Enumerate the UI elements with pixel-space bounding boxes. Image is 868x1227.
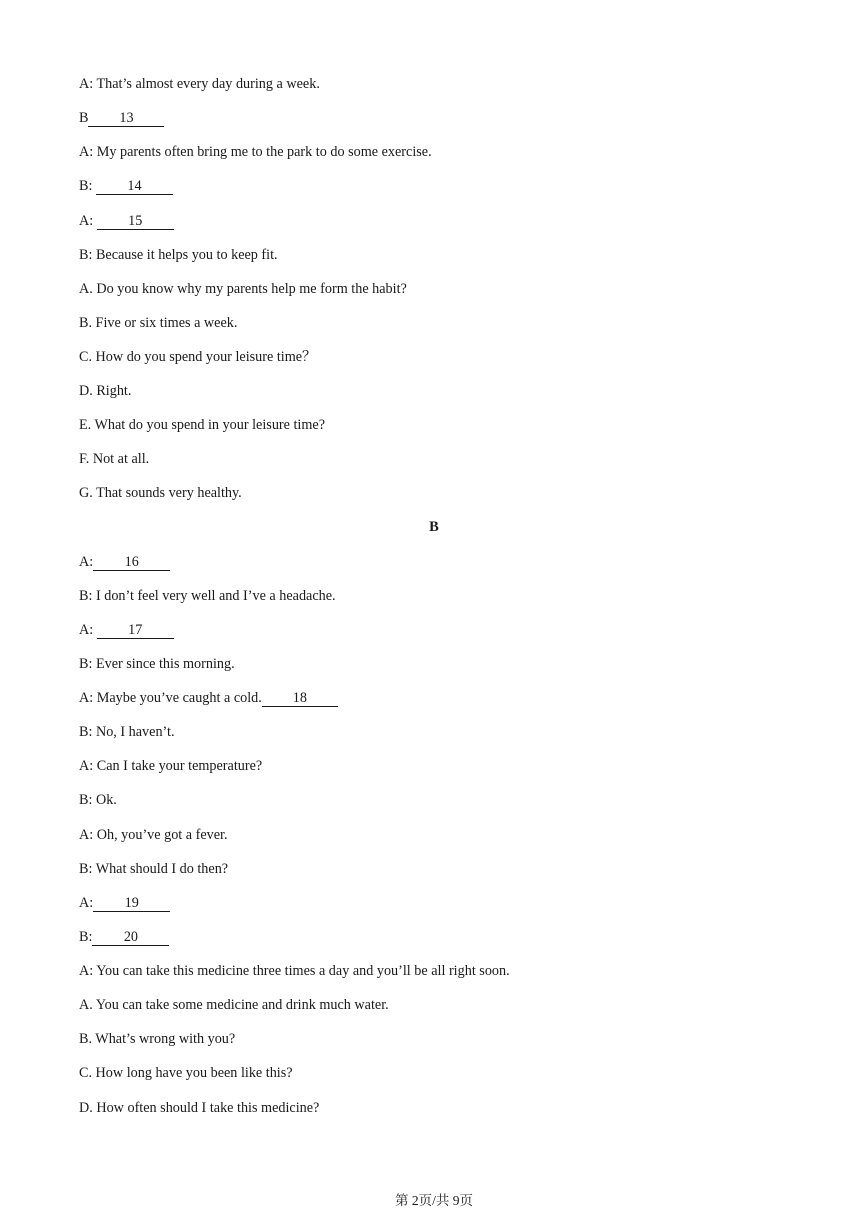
option-b: B. What’s wrong with you? bbox=[79, 1031, 236, 1047]
dialogue-line: B: Because it helps you to keep fit. bbox=[79, 247, 278, 263]
dialogue-line: A: My parents often bring me to the park to do some exercise. bbox=[79, 144, 432, 160]
option-d: D. How often should I take this medicine? bbox=[79, 1100, 320, 1116]
dialogue-line-blank-16 bbox=[79, 553, 170, 571]
option-g: G. That sounds very healthy. bbox=[79, 485, 242, 501]
dialogue-line: A: You can take this medicine three times a day and you’ll be all right soon. bbox=[79, 963, 510, 979]
dialogue-line: A: Oh, you’ve got a fever. bbox=[79, 827, 228, 843]
answer-blank-14[interactable]: 14 bbox=[96, 179, 173, 195]
speaker-label: A: Maybe you’ve caught a cold. bbox=[79, 690, 262, 706]
dialogue-line-blank-17 bbox=[79, 621, 174, 639]
option-e: E. What do you spend in your leisure time? bbox=[79, 417, 325, 433]
answer-blank-17[interactable]: 17 bbox=[97, 623, 174, 639]
answer-blank-19[interactable]: 19 bbox=[93, 896, 170, 912]
speaker-label: A: bbox=[79, 622, 97, 638]
dialogue-line-blank-15 bbox=[79, 212, 174, 230]
answer-blank-13[interactable]: 13 bbox=[88, 111, 164, 127]
dialogue-line: A: Can I take your temperature? bbox=[79, 758, 263, 774]
dialogue-line: B: What should I do then? bbox=[79, 861, 229, 877]
dialogue-line-blank-18 bbox=[79, 689, 338, 707]
option-c: C. How long have you been like this? bbox=[79, 1065, 293, 1081]
speaker-label: A: bbox=[79, 895, 94, 911]
answer-blank-15[interactable]: 15 bbox=[97, 214, 174, 230]
speaker-label: A: bbox=[79, 554, 94, 570]
dialogue-line: B: Ok. bbox=[79, 792, 117, 808]
dialogue-line: A: That’s almost every day during a week. bbox=[79, 76, 320, 92]
dialogue-line-blank-13 bbox=[79, 109, 164, 127]
speaker-label: B bbox=[79, 110, 89, 126]
speaker-label: B: bbox=[79, 178, 96, 194]
section-heading: B bbox=[429, 519, 439, 535]
answer-blank-18[interactable]: 18 bbox=[262, 691, 338, 707]
dialogue-line: B: Ever since this morning. bbox=[79, 656, 235, 672]
page-number: 第 2页/共 9页 bbox=[394, 1193, 473, 1208]
dialogue-line-blank-19 bbox=[79, 894, 170, 912]
answer-blank-20[interactable]: 20 bbox=[92, 930, 169, 946]
speaker-label: B: bbox=[79, 929, 93, 945]
option-a: A. You can take some medicine and drink much water. bbox=[79, 997, 389, 1013]
answer-blank-16[interactable]: 16 bbox=[93, 555, 170, 571]
option-f: F. Not at all. bbox=[79, 451, 150, 467]
speaker-label: A: bbox=[79, 213, 97, 229]
option-b: B. Five or six times a week. bbox=[79, 315, 238, 331]
dialogue-line: B: I don’t feel very well and I’ve a headache. bbox=[79, 588, 336, 604]
dialogue-line: B: No, I haven’t. bbox=[79, 724, 175, 740]
option-c: C. How do you spend your leisure time？ bbox=[79, 349, 317, 365]
option-a: A. Do you know why my parents help me form the habit? bbox=[79, 281, 407, 297]
option-d: D. Right. bbox=[79, 383, 132, 399]
dialogue-line-blank-14 bbox=[79, 177, 173, 195]
dialogue-line-blank-20 bbox=[79, 928, 169, 946]
